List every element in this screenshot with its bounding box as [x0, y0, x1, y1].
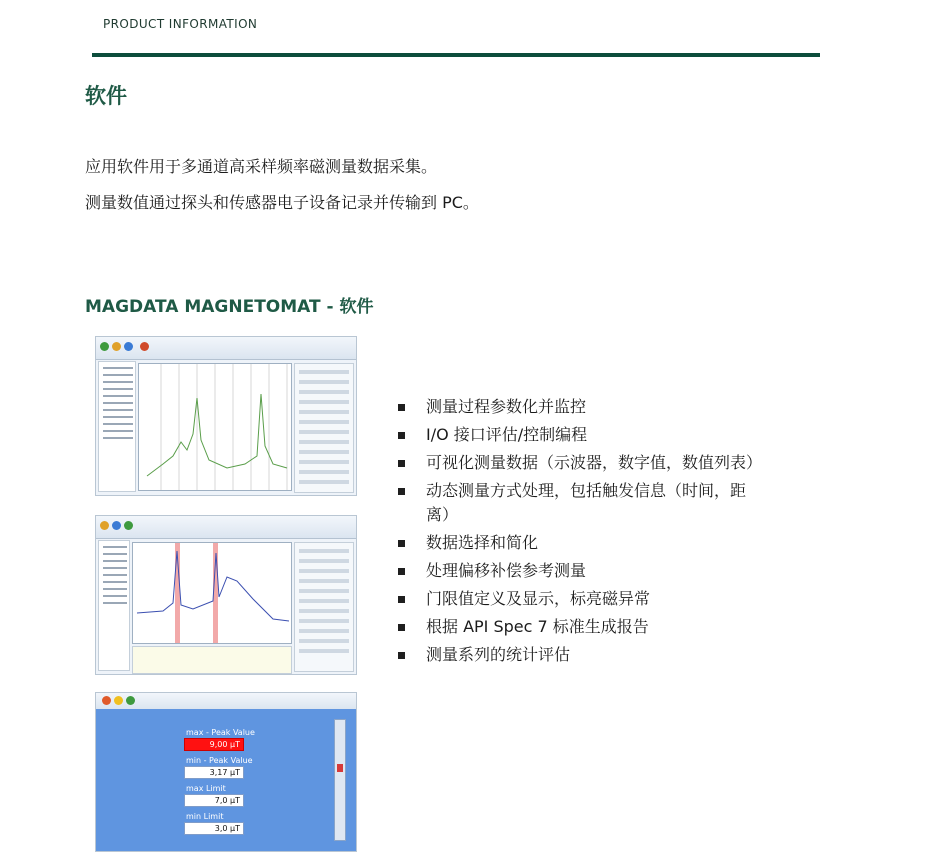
channel-tree: [98, 540, 130, 671]
software-screenshot-oscilloscope: [95, 515, 357, 675]
bullet-icon: [398, 540, 405, 547]
channel-tree: [98, 361, 136, 492]
feature-text: 根据 API Spec 7 标准生成报告: [426, 617, 649, 636]
toolbar-icon: [124, 521, 133, 530]
toolbar-icon: [112, 342, 121, 351]
toolbar-icon: [102, 696, 111, 705]
bullet-icon: [398, 568, 405, 575]
min-peak-value: 3,17 µT: [184, 766, 244, 779]
bullet-icon: [398, 432, 405, 439]
bullet-icon: [398, 596, 405, 603]
toolbar-icon: [124, 342, 133, 351]
settings-panel: [294, 363, 354, 493]
feature-text: 处理偏移补偿参考测量: [426, 561, 587, 580]
bullet-icon: [398, 404, 405, 411]
level-marker: [337, 764, 343, 772]
list-item: [397, 395, 757, 419]
software-screenshot-graph: [95, 336, 357, 496]
feature-text: 动态测量方式处理，包括触发信息（时间，距离）: [426, 481, 747, 524]
max-limit-value: 7,0 µT: [184, 794, 244, 807]
toolbar: [96, 516, 356, 539]
feature-text: 测量系列的统计评估: [426, 645, 571, 664]
list-item: [397, 451, 763, 475]
feature-text: 数据选择和简化: [426, 533, 539, 552]
bullet-icon: [398, 624, 405, 631]
feature-text: I/O 接口评估/控制编程: [426, 425, 588, 444]
toolbar-icon: [100, 342, 109, 351]
list-item: [397, 479, 757, 527]
data-table: [132, 646, 292, 674]
feature-text: 可视化测量数据（示波器，数字值，数值列表）: [426, 453, 763, 472]
section-subtitle: MAGDATA MAGNETOMAT - 软件: [85, 297, 374, 317]
max-limit-label: max Limit: [186, 784, 226, 793]
intro-paragraph-1: 应用软件用于多通道高采样频率磁测量数据采集。: [85, 157, 438, 176]
min-peak-label: min - Peak Value: [186, 756, 253, 765]
feature-text: 测量过程参数化并监控: [426, 397, 587, 416]
oscilloscope-plot: [132, 542, 292, 644]
list-item: [397, 531, 757, 555]
toolbar-icon: [112, 521, 121, 530]
toolbar-icon: [126, 696, 135, 705]
header-rule: [92, 53, 820, 57]
software-screenshot-peak-values: [95, 692, 357, 852]
toolbar: [96, 693, 356, 710]
page-title: 软件: [85, 84, 127, 108]
max-peak-label: max - Peak Value: [186, 728, 255, 737]
settings-panel: [294, 542, 354, 672]
intro-paragraph-2: 测量数值通过探头和传感器电子设备记录并传输到 PC。: [85, 193, 479, 212]
toolbar-icon: [140, 342, 149, 351]
feature-text: 门限值定义及显示，标亮磁异常: [426, 589, 651, 608]
list-item: [397, 423, 757, 447]
bullet-icon: [398, 488, 405, 495]
bullet-icon: [398, 460, 405, 467]
list-item: [397, 559, 757, 583]
toolbar: [96, 337, 356, 360]
list-item: [397, 587, 757, 611]
signal-plot: [138, 363, 292, 491]
list-item: [397, 615, 757, 639]
max-peak-value: 9,00 µT: [184, 738, 244, 751]
bullet-icon: [398, 652, 405, 659]
toolbar-icon: [114, 696, 123, 705]
feature-list: [397, 395, 763, 671]
toolbar-icon: [100, 521, 109, 530]
dashboard-panel: [96, 709, 356, 851]
level-bar: [334, 719, 346, 841]
min-limit-value: 3,0 µT: [184, 822, 244, 835]
list-item: [397, 643, 757, 667]
section-label: PRODUCT INFORMATION: [103, 17, 258, 31]
min-limit-label: min Limit: [186, 812, 224, 821]
